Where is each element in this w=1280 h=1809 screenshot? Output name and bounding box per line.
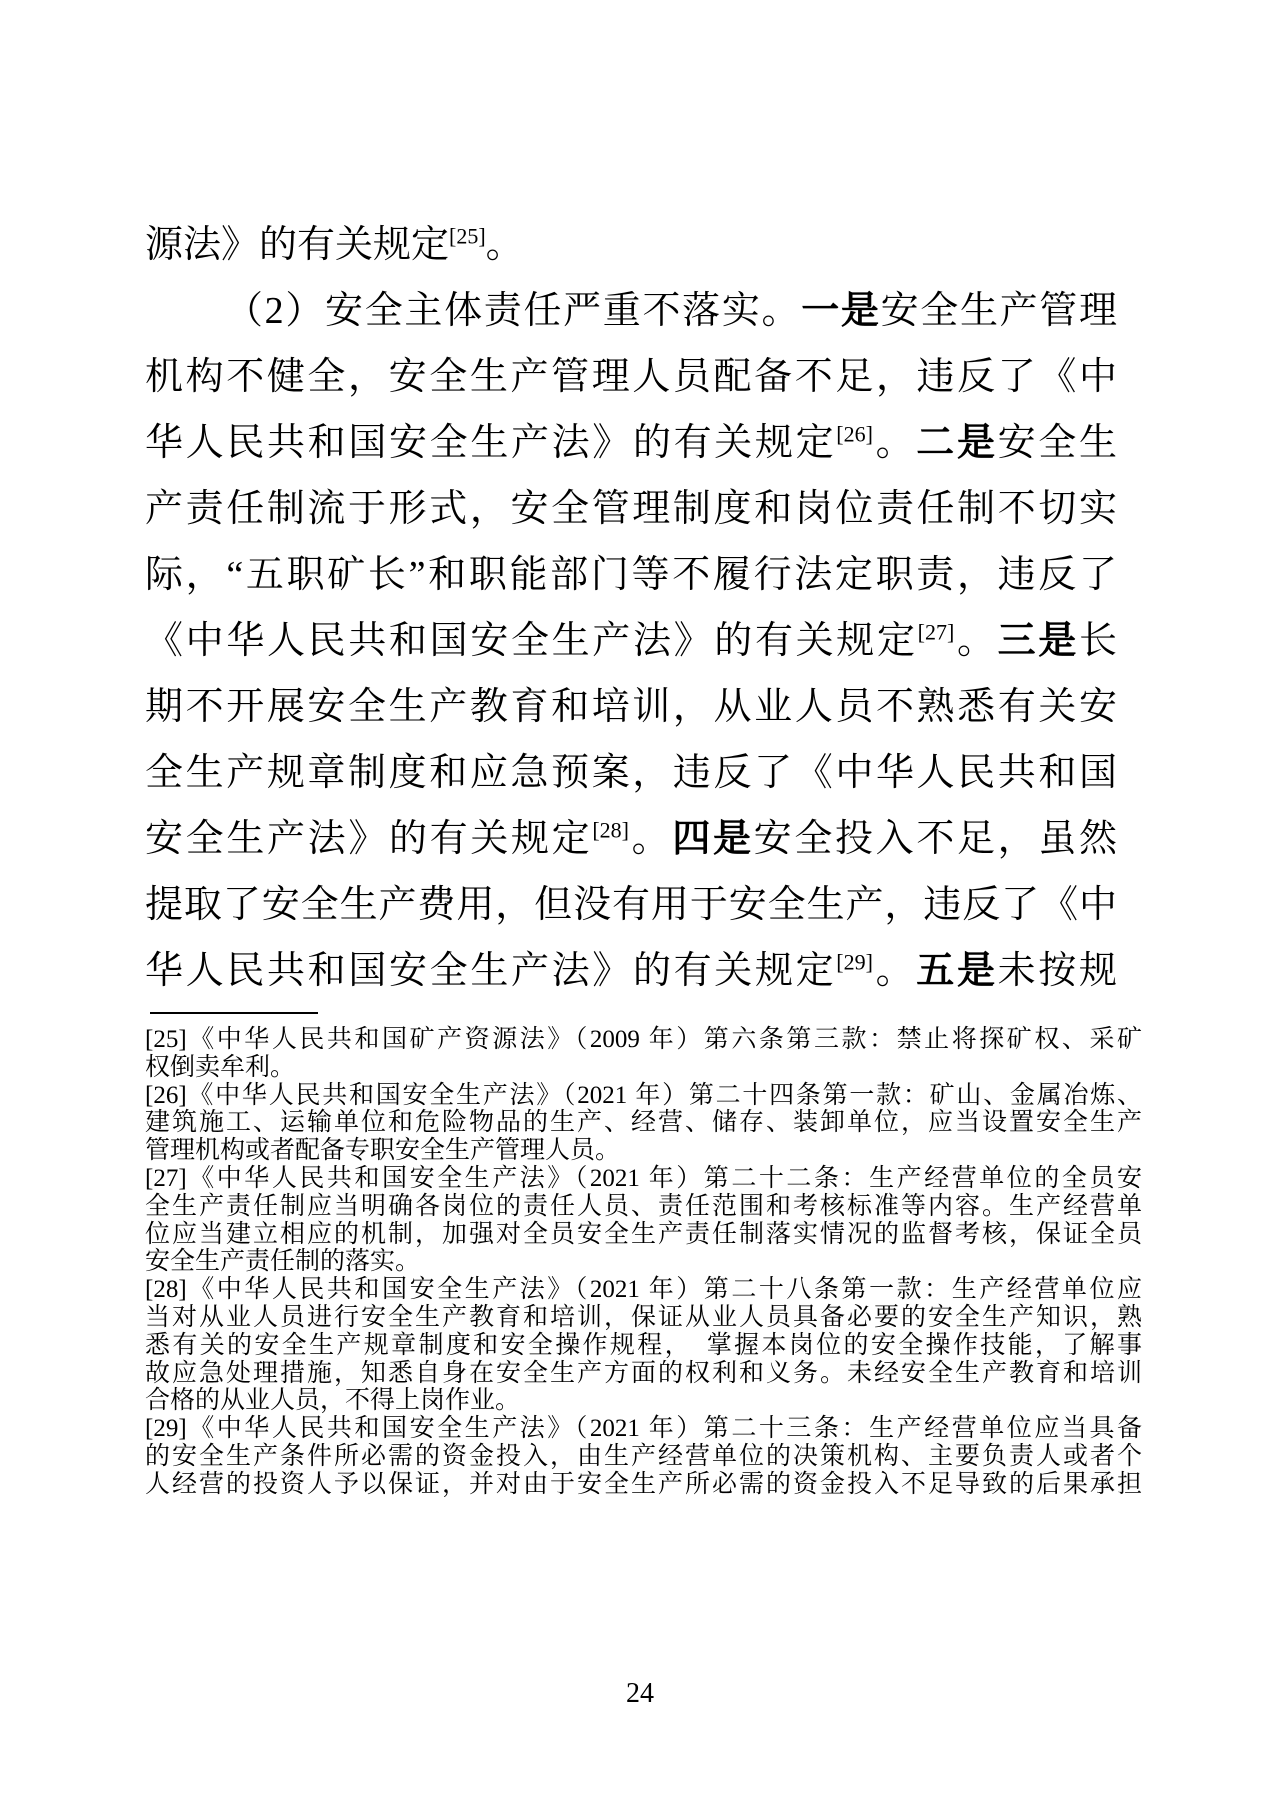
body-text-segment: 全生产规章制度和应急预案，违反了《中华人民共和国 (145, 752, 1117, 794)
body-line (145, 674, 1117, 740)
footnote-line: 权倒卖牟利。 (145, 1053, 296, 1081)
footnote-line: [28]《中华人民共和国安全生产法》（2021 年）第二十八条第一款：生产经营单位应 (145, 1276, 1142, 1304)
body-line (145, 740, 1117, 806)
body-text-segment: 安全生产法》的有关规定 (145, 818, 593, 860)
body-text-segment: 。 (872, 950, 917, 992)
bold-marker-text: 三是 (997, 620, 1079, 662)
body-text-segment: 。 (954, 620, 998, 662)
body-line (145, 476, 1117, 542)
body-text-segment: 源法》的有关规定 (145, 224, 450, 266)
footnote-line: [27]《中华人民共和国安全生产法》（2021 年）第二十二条：生产经营单位的全员安 (145, 1164, 1142, 1192)
body-line (145, 872, 1117, 938)
bold-marker-text: 五是 (916, 950, 998, 992)
body-text-segment: 产责任制流于形式，安全管理制度和岗位责任制不切实 (145, 488, 1117, 530)
footnote-line: [25]《中华人民共和国矿产资源法》（2009 年）第六条第三款：禁止将探矿权、采矿 (145, 1026, 1142, 1053)
footnote-line: 安全生产责任制的落实。 (145, 1248, 421, 1276)
body-line (145, 806, 1117, 872)
body-text-segment: 未按规 (997, 950, 1117, 992)
footnote-ref: [29] (836, 949, 873, 975)
bold-marker-text: 二是 (916, 422, 998, 464)
footnote-ref: [27] (917, 619, 955, 645)
page-number: 24 (626, 1678, 654, 1709)
footnote-line: 故应急处理措施，知悉自身在安全生产方面的权利和义务。未经安全生产教育和培训 (145, 1359, 1142, 1387)
footnote-line: 全生产责任制应当明确各岗位的责任人员、责任范围和考核标准等内容。生产经营单 (145, 1192, 1142, 1220)
footnote-line: 位应当建立相应的机制，加强对全员安全生产责任制落实情况的监督考核，保证全员 (145, 1220, 1142, 1248)
body-line (145, 542, 1117, 608)
footnote-line: 人经营的投资人予以保证，并对由于安全生产所必需的资金投入不足导致的后果承担 (145, 1470, 1142, 1498)
body-text-segment: 华人民共和国安全生产法》的有关规定 (145, 422, 837, 464)
body-text-segment: 华人民共和国安全生产法》的有关规定 (145, 950, 837, 992)
body-line (145, 410, 1117, 476)
body-text-segment: 。 (628, 818, 673, 860)
body-text-segment: 长 (1078, 620, 1117, 662)
body-line (145, 278, 1117, 344)
footnote-line: 悉有关的安全生产规章制度和安全操作规程， 掌握本岗位的安全操作技能，了解事 (145, 1331, 1142, 1359)
body-text-segment: 。 (872, 422, 917, 464)
footnote-line: 的安全生产条件所必需的资金投入，由生产经营单位的决策机构、主要负责人或者个 (145, 1442, 1142, 1470)
body-text-segment: 。 (485, 224, 524, 266)
bold-marker-text: 四是 (672, 818, 754, 860)
footnote-separator (150, 1012, 318, 1014)
body-line (145, 212, 1117, 278)
body-line (145, 344, 1117, 410)
body-text-segment: （2）安全主体责任严重不落实。 (225, 290, 802, 332)
footnote-ref: [28] (592, 817, 629, 843)
footnote-line: 管理机构或者配备专职安全生产管理人员。 (145, 1137, 621, 1165)
body-text-segment: 际，“五职矿长”和职能部门等不履行法定职责，违反了 (145, 554, 1117, 596)
body-text-segment: 安全生 (997, 422, 1117, 464)
footnote-line: [29]《中华人民共和国安全生产法》（2021 年）第二十三条：生产经营单位应当具备 (145, 1415, 1142, 1443)
footnote-line: [26]《中华人民共和国安全生产法》（2021 年）第二十四条第一款：矿山、金属冶炼、 (145, 1081, 1142, 1109)
body-text-segment: 机构不健全，安全生产管理人员配备不足，违反了《中 (145, 356, 1117, 398)
body-text-segment: 安全生产管理 (880, 290, 1117, 332)
body-text-segment: 《中华人民共和国安全生产法》的有关规定 (145, 620, 918, 662)
footnote-ref: [26] (836, 421, 873, 447)
footnote-line: 建筑施工、运输单位和危险物品的生产、经营、储存、装卸单位，应当设置安全生产 (145, 1109, 1142, 1137)
footnote-line: 合格的从业人员，不得上岗作业。 (145, 1387, 521, 1415)
body-line (145, 608, 1117, 674)
body-text-segment: 安全投入不足，虽然 (753, 818, 1117, 860)
footnote-line: 当对从业人员进行安全生产教育和培训，保证从业人员具备必要的安全生产知识，熟 (145, 1303, 1142, 1331)
footnotes (145, 1026, 1142, 1499)
bold-marker-text: 一是 (801, 290, 881, 332)
body-text-segment: 提取了安全生产费用，但没有用于安全生产，违反了《中 (145, 884, 1117, 926)
body-line (145, 938, 1117, 1004)
body-text (145, 212, 1117, 1004)
body-text-segment: 期不开展安全生产教育和培训，从业人员不熟悉有关安 (145, 686, 1117, 728)
footnote-ref: [25] (449, 223, 486, 249)
